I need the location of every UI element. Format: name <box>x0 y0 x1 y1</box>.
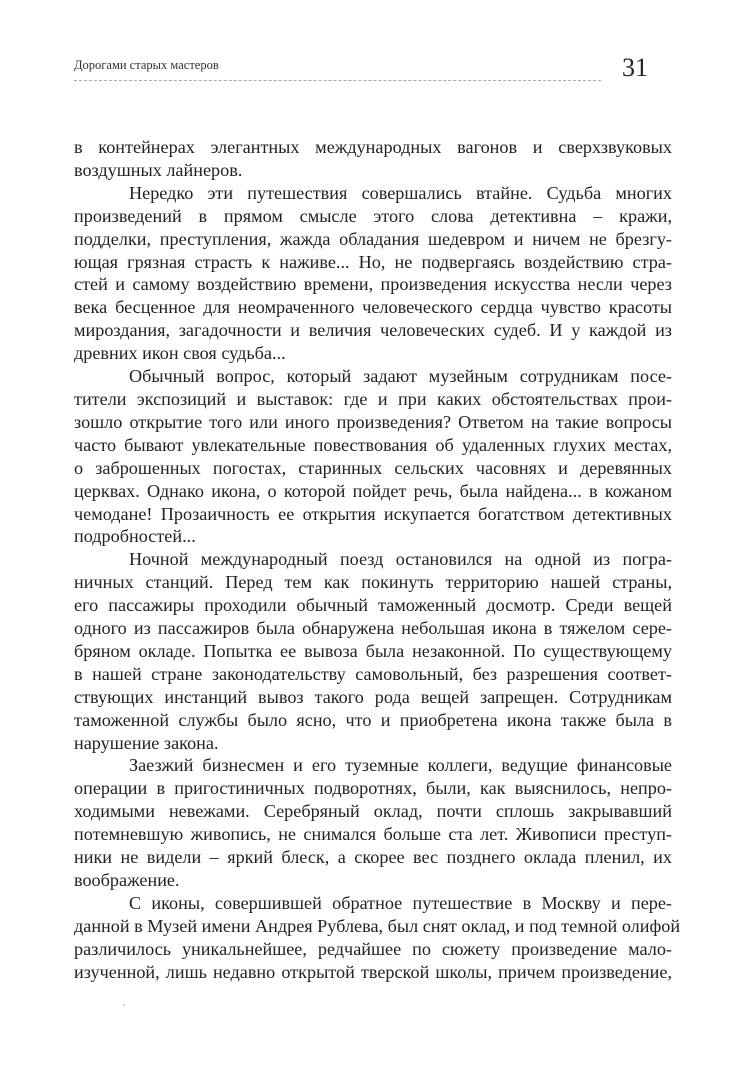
text-line: чемодане! Прозаичность ее открытия искупается богатством детективных <box>74 503 672 524</box>
text-line: подробностей... <box>74 526 196 547</box>
text-line: воображение. <box>74 870 180 890</box>
text-line: различилось уникальнейшее, редчайшее по сюжету произведение мало- <box>74 938 672 959</box>
text-line: ющая грязная страсть к наживе... Но, не подвергаясь воздействию стра- <box>74 251 672 272</box>
text-line: мироздания, загадочности и величия человеческих судеб. И у каждой из <box>74 320 672 341</box>
text-line: церквах. Однако икона, о которой пойдет речь, была найдена... в кожаном <box>74 480 672 501</box>
paragraph <box>74 182 672 365</box>
text-line: изученной, лишь недавно открытой тверской школы, причем произведение, <box>74 961 672 982</box>
text-line: бряном окладе. Попытка ее вывоза была незаконной. По существующему <box>74 640 672 661</box>
text-line: Ночной международный поезд остановился на одной из погра- <box>129 549 672 570</box>
paragraph <box>74 365 672 548</box>
text-line: ходимыми невежами. Серебряный оклад, почти сплошь закрывавший <box>74 801 672 822</box>
text-line: ничных станций. Перед тем как покинуть территорию нашей страны, <box>74 572 672 593</box>
text-line: в нашей стране законодательству самовольный, без разрешения соответ- <box>74 663 672 684</box>
text-line: древних икон своя судьба... <box>74 343 286 364</box>
paragraph <box>74 548 672 754</box>
text-line: одного из пассажиров была обнаружена небольшая икона в тяжелом сере- <box>74 618 672 639</box>
text-line: потемневшую живопись, не снимался больше ста лет. Живописи преступ- <box>74 824 672 845</box>
text-line: произведений в прямом смысле этого слова детективна – кражи, <box>74 205 672 226</box>
paragraph <box>74 136 672 182</box>
text-line: стей и самому воздействию времени, произведения искусства несли через <box>74 274 672 295</box>
text-line: Нередко эти путешествия совершались втайне. Судьба многих <box>129 182 672 203</box>
text-line: века бесценное для неомраченного человеческого сердца чувство красоты <box>74 297 672 318</box>
text-line: С иконы, совершившей обратное путешествие в Москву и пере- <box>129 892 672 913</box>
text-line: воздушных лайнеров. <box>74 159 243 180</box>
text-line: Обычный вопрос, который задают музейным сотрудникам посе- <box>129 366 672 387</box>
text-line: его пассажиры проходили обычный таможенный досмотр. Среди вещей <box>74 595 672 616</box>
text-line: подделки, преступления, жажда обладания шедевром и ничем не брезгу- <box>74 228 672 249</box>
text-line: нарушение закона. <box>74 732 219 753</box>
body-text <box>74 136 681 984</box>
text-line: в контейнерах элегантных международных вагонов и сверхзвуковых <box>74 137 672 157</box>
header-rule <box>74 80 601 81</box>
text-line: данной в Музей имени Андрея Рублева, был снят оклад, и под темной олифой <box>74 915 681 936</box>
scan-speck <box>123 1004 125 1006</box>
text-line: тители экспозиций и выставок: где и при каких обстоятельствах прои- <box>74 388 672 409</box>
paragraph <box>74 754 672 891</box>
text-line: ники не видели – яркий блеск, а скорее вес позднего оклада пленил, их <box>74 847 672 868</box>
text-line: операции в пригостиничных подворотнях, были, как выяснилось, непро- <box>74 778 672 799</box>
paragraph <box>74 892 681 984</box>
page-number: 31 <box>622 53 648 82</box>
running-head-title: Дорогами старых мастеров <box>74 58 219 72</box>
text-line: о заброшенных погостах, старинных сельских часовнях и деревянных <box>74 457 672 478</box>
text-line: часто бывают увлекательные повествования об удаленных глухих местах, <box>74 434 672 455</box>
text-line: таможенной службы было ясно, что и приобретена икона также была в <box>74 709 672 730</box>
text-line: Заезжий бизнесмен и его туземные коллеги, ведущие финансовые <box>129 755 672 776</box>
text-line: зошло открытие того или иного произведения? Ответом на такие вопросы <box>74 411 672 432</box>
text-line: ствующих инстанций вывоз такого рода вещей запрещен. Сотрудникам <box>74 686 672 707</box>
